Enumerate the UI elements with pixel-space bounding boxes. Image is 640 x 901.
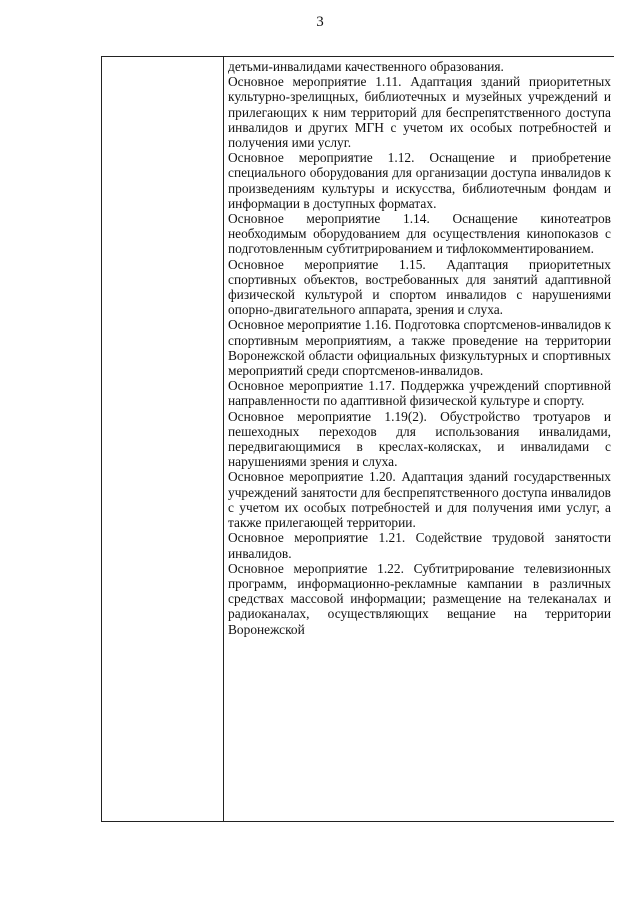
measure-paragraph: Основное мероприятие 1.17. Поддержка учреждений спортивной направленности по адаптивной физической культуре и спорту. xyxy=(228,378,611,409)
table-right-cell xyxy=(224,57,615,821)
measure-paragraph: Основное мероприятие 1.12. Оснащение и приобретение специального оборудования для организации доступа инвалидов к произведениям культуры и искусства, библиотечным фондам и информации в доступных форматах. xyxy=(228,150,611,211)
page-number: 3 xyxy=(316,14,324,30)
measure-paragraph: детьми-инвалидами качественного образования. xyxy=(228,59,504,74)
measure-paragraph: Основное мероприятие 1.20. Адаптация зданий государственных учреждений занятости для беспрепятственного доступа инвалидов с учетом их особых потребностей и для получения ими услуг, а также прилегающей территории. xyxy=(228,469,611,531)
measure-paragraph: Основное мероприятие 1.14. Оснащение кинотеатров необходимым оборудованием для осуществления кинопоказов с подготовленным субтитрированием и тифлокомментированием. xyxy=(228,211,611,257)
measure-paragraph: Основное мероприятие 1.11. Адаптация зданий приоритетных культурно-зрелищных, библиотечных и музейных учреждений и прилегающих к ним территорий для беспрепятственного доступа инвалидов и других МГН с учетом их особых потребностей и получения ими услуг. xyxy=(228,74,611,151)
measure-paragraph: Основное мероприятие 1.16. Подготовка спортсменов-инвалидов к спортивным мероприятиям, а также проведение на территории Воронежской области официальных физкультурных и спортивных мероприятий среди спортсменов-инвалидов. xyxy=(228,317,611,379)
measure-paragraph: Основное мероприятие 1.15. Адаптация приоритетных спортивных объектов, востребованных для занятий адаптивной физической культурой и спортом инвалидов с нарушениями опорно-двигательного аппарата, зрения и слуха. xyxy=(228,256,611,318)
measures-table xyxy=(101,56,614,822)
measure-paragraph: Основное мероприятие 1.22. Субтитрирование телевизионных программ, информационно-рекламные кампании в различных средствах массовой информации; размещение на телеканалах и радиоканалах, осуществляющих вещание на территории Воронежской xyxy=(228,560,611,637)
measure-paragraph: Основное мероприятие 1.19(2). Обустройство тротуаров и пешеходных переходов для использования инвалидами, передвигающимися в креслах-колясках, и инвалидами с нарушениями зрения и слуха. xyxy=(228,408,611,470)
measure-paragraph: Основное мероприятие 1.21. Содействие трудовой занятости инвалидов. xyxy=(228,530,611,561)
table-left-cell-empty xyxy=(102,57,224,821)
